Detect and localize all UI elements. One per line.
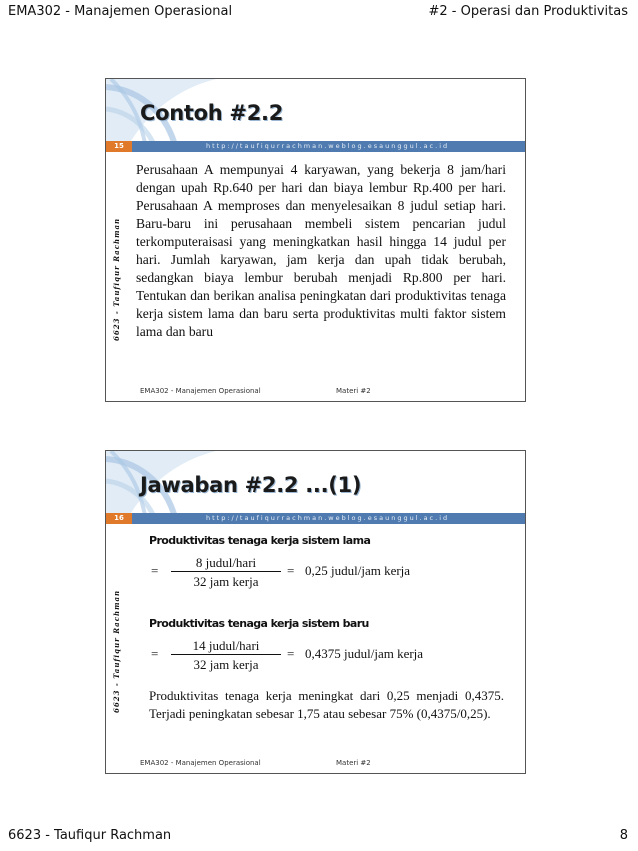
slide-footer-materi: Materi #2 — [336, 387, 371, 395]
side-author: 6623 - Taufiqur Rachman — [112, 589, 121, 713]
fraction-denominator: 32 jam kerja — [193, 657, 259, 672]
slide-title: Jawaban #2.2 ...(1) — [140, 473, 362, 497]
slide-footer-course: EMA302 - Manajemen Operasional — [140, 387, 261, 395]
slide-footer-course: EMA302 - Manajemen Operasional — [140, 759, 261, 767]
equals-sign: = — [287, 563, 295, 578]
fraction-denominator: 32 jam kerja — [193, 574, 259, 589]
slide-number: 15 — [106, 141, 132, 152]
side-author: 6623 - Taufiqur Rachman — [112, 217, 121, 341]
page-header-right: #2 - Operasi dan Produktivitas — [428, 4, 628, 19]
page-number: 8 — [619, 828, 628, 843]
slide-15 — [105, 78, 526, 402]
page-header-left: EMA302 - Manajemen Operasional — [8, 4, 233, 19]
conclusion-text: Produktivitas tenaga kerja meningkat dari 0,25 menjadi 0,4375. Terjadi peningkatan sebesar 1,75 atau sebesar 75% (0,4375/0,25). — [149, 688, 504, 721]
equals-sign: = — [151, 563, 159, 578]
fraction — [171, 637, 281, 672]
page-footer-left: 6623 - Taufiqur Rachman — [8, 828, 172, 843]
slide-number: 16 — [106, 513, 132, 524]
fraction — [171, 554, 281, 589]
slide-body-text: Perusahaan A mempunyai 4 karyawan, yang bekerja 8 jam/hari dengan upah Rp.640 per hari dan biaya lembur Rp.400 per hari. Perusahaan A memproses dan menyelesaikan 8 judul setiap hari. Baru-baru ini perusahaan membeli sistem pencarian judul terkomputeraisasi yang meningkatkan hasil hingga 14 judul per hari. Jumlah karyawan, jam kerja dan upah tidak berubah, sedangkan biaya lembur berubah menjadi Rp.800 per hari. Tentukan dan berikan analisa peningkatan dari produktivitas tenaga kerja sistem lama dan baru serta produktivitas multi faktor sistem lama dan baru — [136, 162, 506, 339]
formula-result: 0,25 judul/jam kerja — [305, 563, 411, 578]
section-heading-new: Produktivitas tenaga kerja sistem baru — [149, 617, 369, 630]
formula-old — [151, 554, 481, 590]
section-heading-old: Produktivitas tenaga kerja sistem lama — [149, 534, 371, 547]
fraction-numerator: 8 judul/hari — [195, 555, 257, 570]
formula-result: 0,4375 judul/jam kerja — [305, 646, 424, 661]
slide-url: http://taufiqurrachman.weblog.esaunggul.ac.id — [206, 514, 450, 522]
formula-new — [151, 637, 481, 673]
slide-footer-materi: Materi #2 — [336, 759, 371, 767]
equals-sign: = — [287, 646, 295, 661]
equals-sign: = — [151, 646, 159, 661]
fraction-numerator: 14 judul/hari — [192, 638, 260, 653]
slide-16 — [105, 450, 526, 774]
slide-url: http://taufiqurrachman.weblog.esaunggul.ac.id — [206, 142, 450, 150]
slide-title: Contoh #2.2 — [140, 101, 284, 125]
